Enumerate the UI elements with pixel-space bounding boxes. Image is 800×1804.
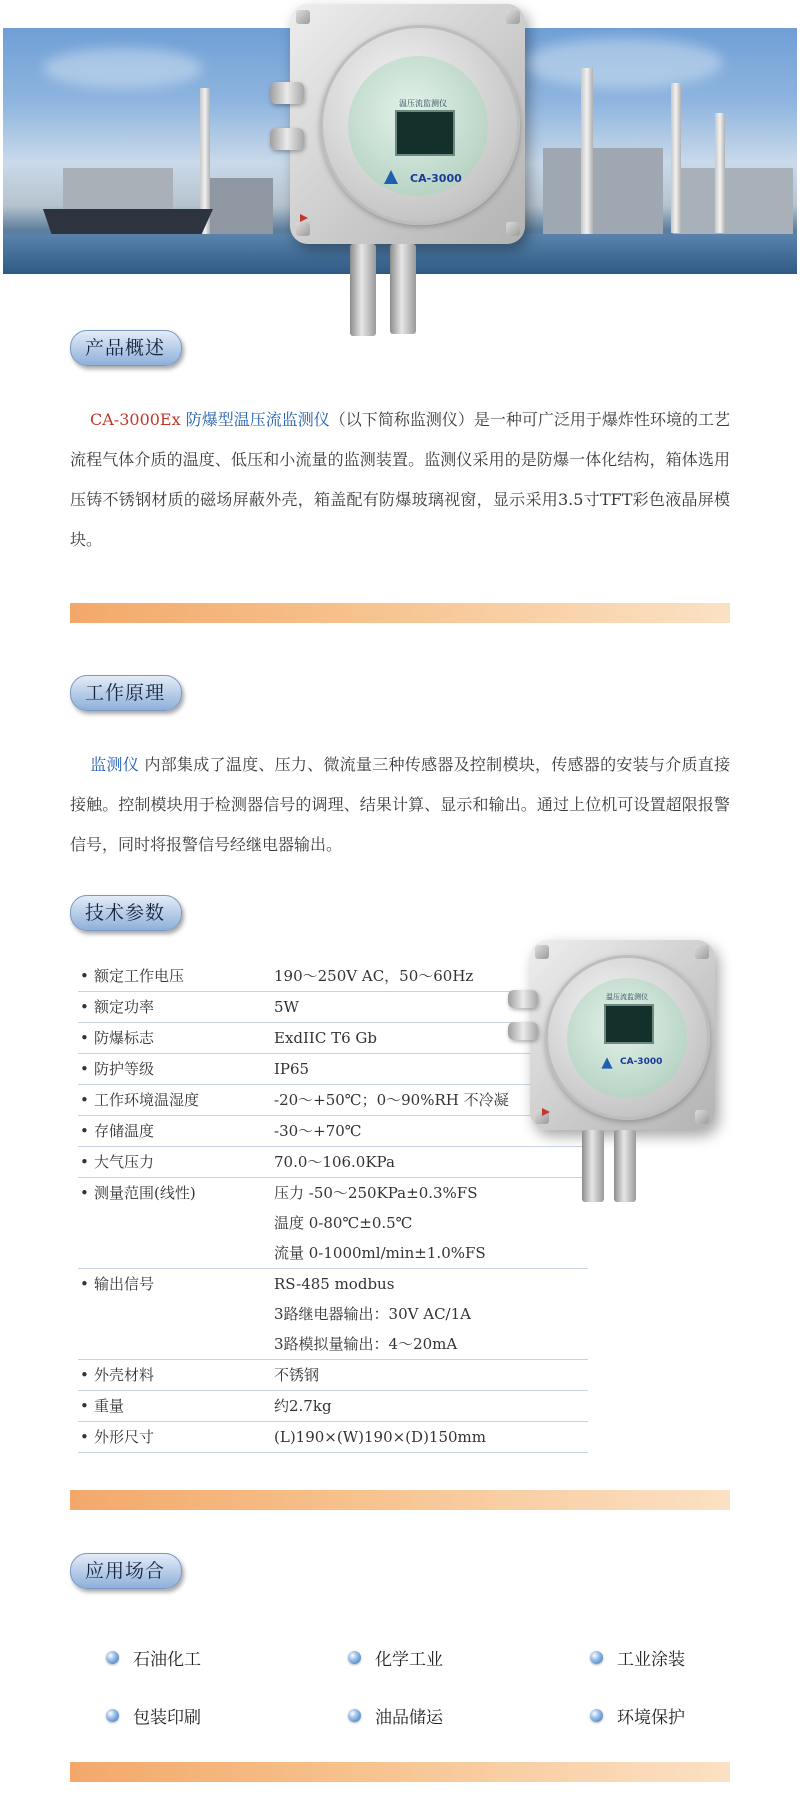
- bullet-icon: [590, 1651, 603, 1664]
- spec-value-line: 5W: [274, 998, 299, 1016]
- bullet-icon: [348, 1651, 361, 1664]
- overview-paragraph: [70, 400, 730, 560]
- bullet-icon: [106, 1709, 119, 1722]
- application-item: 化学工业: [348, 1645, 443, 1670]
- spec-value: [274, 1391, 588, 1421]
- principle-subject: 监测仪: [90, 755, 140, 774]
- spec-label: • 额定工作电压: [78, 961, 274, 991]
- application-item: 石油化工: [106, 1645, 201, 1670]
- spec-value-line: (L)190×(W)190×(D)150mm: [274, 1428, 486, 1446]
- spec-device-model-label: CA-3000: [620, 1057, 663, 1067]
- bullet-icon: [106, 1651, 119, 1664]
- section-divider: [70, 1762, 730, 1782]
- spec-label: • 防爆标志: [78, 1023, 274, 1053]
- overview-text: （以下简称监测仪）是一种可广泛用于爆炸性环境的工艺流程气体介质的温度、低压和小流量的监测装置。监测仪采用的是防爆一体化结构，箱体选用压铸不锈钢材质的磁场屏蔽外壳，箱盖配有防爆玻璃视窗，显示采用3.5寸TFT彩色液晶屏模块。: [70, 410, 730, 549]
- spec-row: [78, 1391, 588, 1422]
- spec-value-line: RS-485 modbus: [274, 1275, 395, 1293]
- spec-value-line: -30～+70℃: [274, 1122, 362, 1140]
- spec-row: [78, 1360, 588, 1391]
- bullet-icon: [590, 1709, 603, 1722]
- bullet-icon: [348, 1709, 361, 1722]
- overview-model: CA-3000Ex: [90, 410, 181, 429]
- spec-row: [78, 1269, 588, 1360]
- section-title-applications: 应用场合: [70, 1553, 182, 1589]
- section-title-overview: 产品概述: [70, 330, 182, 366]
- application-item: 包装印刷: [106, 1703, 201, 1728]
- section-divider: [70, 603, 730, 623]
- spec-label: • 大气压力: [78, 1147, 274, 1177]
- device-display-title: 温压流监测仪: [399, 99, 447, 108]
- spec-value-line: 70.0～106.0KPa: [274, 1153, 395, 1171]
- spec-value-line: 约2.7kg: [274, 1397, 332, 1415]
- spec-value-line: 不锈钢: [274, 1366, 320, 1384]
- application-item: 环境保护: [590, 1703, 685, 1728]
- spec-value-line: 190～250V AC，50～60Hz: [274, 967, 474, 985]
- spec-value-line: 3路继电器输出：30V AC/1A: [274, 1305, 471, 1323]
- spec-label: • 外壳材料: [78, 1360, 274, 1390]
- section-title-principle: 工作原理: [70, 675, 182, 711]
- spec-value-line: 压力 -50～250KPa±0.3%FS: [274, 1184, 478, 1202]
- spec-label: • 工作环境温湿度: [78, 1085, 274, 1115]
- spec-value-line: 温度 0-80℃±0.5℃: [274, 1214, 413, 1232]
- spec-value: [274, 1422, 588, 1452]
- spec-value-line: IP65: [274, 1060, 310, 1078]
- section-divider: [70, 1490, 730, 1510]
- device-model-label: CA-3000: [410, 172, 462, 185]
- application-item: 油品储运: [348, 1703, 443, 1728]
- spec-label: • 额定功率: [78, 992, 274, 1022]
- section-title-specs: 技术参数: [70, 895, 182, 931]
- spec-label: • 外形尺寸: [78, 1422, 274, 1452]
- spec-label: • 重量: [78, 1391, 274, 1421]
- overview-product-name: 防爆型温压流监测仪: [185, 410, 330, 429]
- spec-value-line: 3路模拟量输出：4～20mA: [274, 1335, 458, 1353]
- principle-paragraph: [70, 745, 730, 865]
- spec-row: [78, 1422, 588, 1453]
- spec-value-line: 流量 0-1000ml/min±1.0%FS: [274, 1244, 486, 1262]
- spec-label: • 测量范围(线性): [78, 1178, 274, 1268]
- spec-device-image: [500, 940, 720, 1210]
- spec-value-line: -20～+50℃；0～90%RH 不冷凝: [274, 1091, 509, 1109]
- spec-label: • 存储温度: [78, 1116, 274, 1146]
- spec-label: • 防护等级: [78, 1054, 274, 1084]
- spec-value: [274, 1269, 588, 1359]
- spec-label: • 输出信号: [78, 1269, 274, 1359]
- hero-device-image: [270, 0, 530, 345]
- application-item: 工业涂装: [590, 1645, 685, 1670]
- spec-value-line: ExdIIC T6 Gb: [274, 1029, 378, 1047]
- spec-value: [274, 1360, 588, 1390]
- spec-device-display-title: 温压流监测仪: [606, 993, 648, 1001]
- principle-text: 内部集成了温度、压力、微流量三种传感器及控制模块，传感器的安装与介质直接接触。控制模块用于检测器信号的调理、结果计算、显示和输出。通过上位机可设置超限报警信号，同时将报警信号经继电器输出。: [70, 755, 730, 854]
